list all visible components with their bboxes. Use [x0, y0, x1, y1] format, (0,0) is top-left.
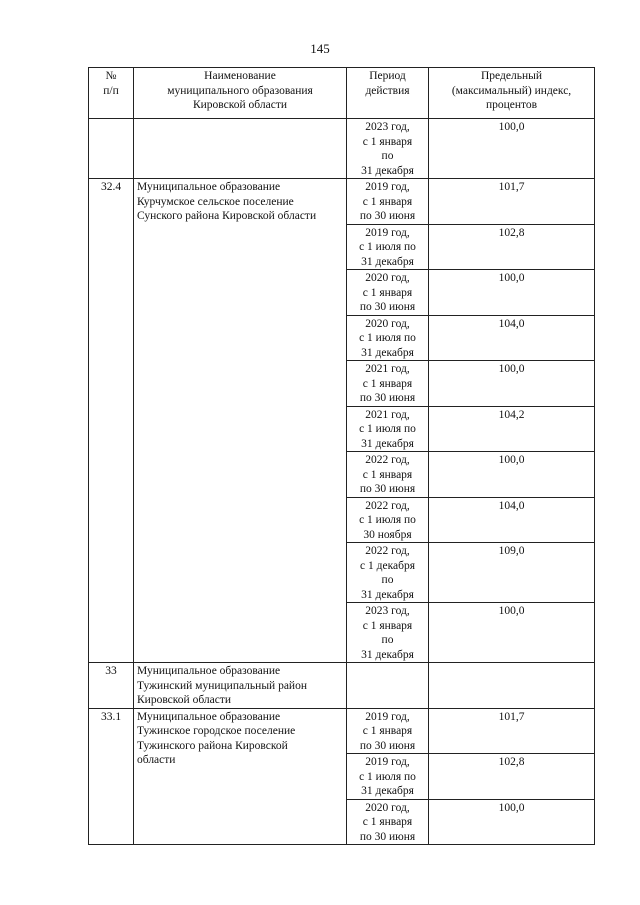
row-period: 2021 год, с 1 января по 30 июня: [347, 361, 429, 407]
row-period: 2022 год, с 1 июля по 30 ноября: [347, 497, 429, 543]
row-number: [89, 119, 134, 179]
row-index: 102,8: [429, 224, 595, 270]
row-period: 2022 год, с 1 января по 30 июня: [347, 452, 429, 498]
row-period: [347, 663, 429, 709]
table-row: [89, 663, 595, 709]
table-header-row: [89, 68, 595, 119]
row-period: 2022 год, с 1 декабря по 31 декабря: [347, 543, 429, 603]
row-period: 2019 год, с 1 января по 30 июня: [347, 179, 429, 225]
header-name: Наименование муниципального образования Кировской области: [134, 68, 347, 119]
row-period: 2023 год, с 1 января по 31 декабря: [347, 603, 429, 663]
row-index: 100,0: [429, 119, 595, 179]
row-index: 100,0: [429, 361, 595, 407]
row-period: 2023 год, с 1 января по 31 декабря: [347, 119, 429, 179]
row-name: [134, 119, 347, 179]
row-period: 2019 год, с 1 июля по 31 декабря: [347, 224, 429, 270]
row-name: Муниципальное образование Тужинский муниципальный район Кировской области: [134, 663, 347, 709]
row-period: 2019 год, с 1 января по 30 июня: [347, 708, 429, 754]
row-index: 101,7: [429, 179, 595, 225]
table-row: [89, 708, 595, 754]
row-index: 104,2: [429, 406, 595, 452]
row-index: 104,0: [429, 497, 595, 543]
row-period: 2020 год, с 1 января по 30 июня: [347, 799, 429, 845]
header-period: Период действия: [347, 68, 429, 119]
header-index: Предельный (максимальный) индекс, процентов: [429, 68, 595, 119]
row-index: 102,8: [429, 754, 595, 800]
row-period: 2019 год, с 1 июля по 31 декабря: [347, 754, 429, 800]
row-index: 100,0: [429, 270, 595, 316]
row-index: [429, 663, 595, 709]
row-index: 100,0: [429, 603, 595, 663]
table-row: [89, 179, 595, 225]
row-index: 100,0: [429, 452, 595, 498]
row-number: 33.1: [89, 708, 134, 845]
table-row: [89, 119, 595, 179]
row-index: 104,0: [429, 315, 595, 361]
row-number: 32.4: [89, 179, 134, 663]
row-period: 2020 год, с 1 января по 30 июня: [347, 270, 429, 316]
row-index: 101,7: [429, 708, 595, 754]
row-number: 33: [89, 663, 134, 709]
row-period: 2021 год, с 1 июля по 31 декабря: [347, 406, 429, 452]
header-number: № п/п: [89, 68, 134, 119]
page-number: 145: [310, 41, 330, 56]
row-index: 109,0: [429, 543, 595, 603]
row-name: Муниципальное образование Тужинское городское поселение Тужинского района Кировской области: [134, 708, 347, 845]
row-name: Муниципальное образование Курчумское сельское поселение Сунского района Кировской области: [134, 179, 347, 663]
tariff-index-table: [88, 67, 595, 845]
row-index: 100,0: [429, 799, 595, 845]
row-period: 2020 год, с 1 июля по 31 декабря: [347, 315, 429, 361]
